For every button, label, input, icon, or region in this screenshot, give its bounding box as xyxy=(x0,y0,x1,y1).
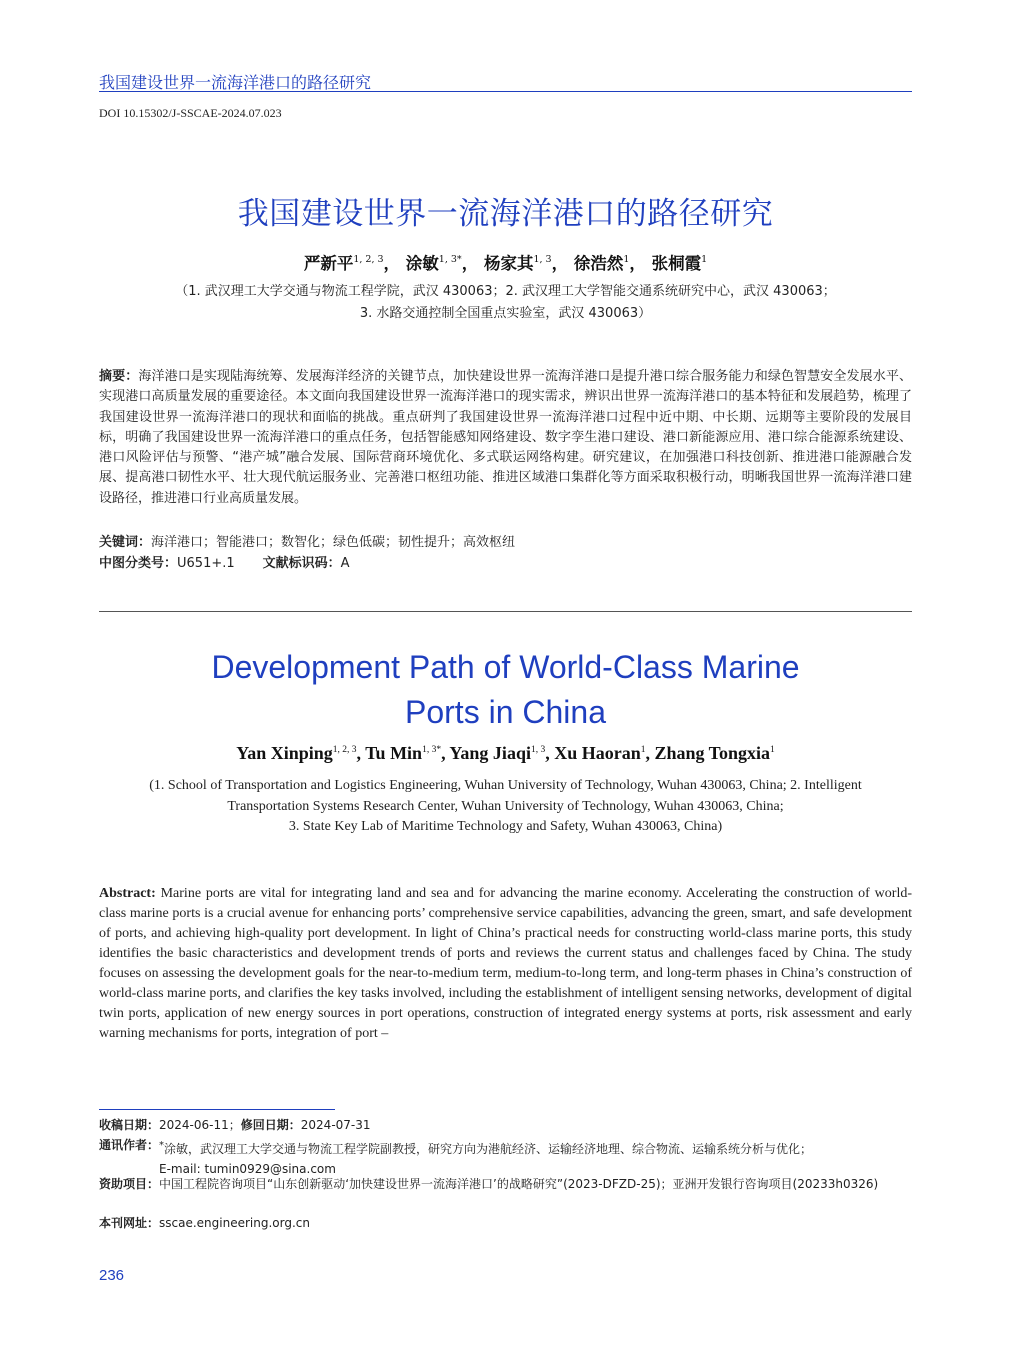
abstract-label: 摘要： xyxy=(99,369,139,384)
corresponding-label: 通讯作者： xyxy=(99,1138,160,1152)
author-affil-sup: 1, 2, 3 xyxy=(332,745,357,755)
author-affil-sup: 1, 3 xyxy=(530,745,546,755)
keywords-label: 关键词： xyxy=(99,535,152,550)
doi[interactable]: DOI 10.15302/J-SSCAE-2024.07.023 xyxy=(99,106,282,120)
author-affil-sup: 1 xyxy=(640,745,646,755)
footnote-divider xyxy=(99,1109,335,1110)
footnote-dates xyxy=(99,1116,912,1136)
received-label: 收稿日期： xyxy=(99,1118,160,1132)
author-separator: ， xyxy=(461,254,479,273)
running-header: 我国建设世界一流海洋港口的路径研究 xyxy=(99,73,372,92)
doc-code-value: A xyxy=(340,556,350,571)
author-name: Xu Haoran xyxy=(554,743,641,763)
chinese-keywords xyxy=(99,532,912,553)
author-separator: ， xyxy=(629,254,646,273)
abstract-text: 海洋港口是实现陆海统筹、发展海洋经济的关键节点，加快建设世界一流海洋港口是提升港口综合服务能力和绿色智慧安全发展水平、实现港口高质量发展的重要途径。本文面向我国建设世界一流海洋港口的现实需求，辨识出世界一流海洋港口的基本特征和发展趋势，梳理了我国建设世界一流海洋港口的现状和面临的挑战。重点研判了我国建设世界一流海洋港口过程中近中期、中长期、远期等主要阶段的发展目标，明确了我国建设世界一流海洋港口的重点任务，包括智能感知网络建设、数字孪生港口建设、港口新能源应用、港口综合能源系统建设、港口风险评估与预警、“港产城”融合发展、国际营商环境优化、多式联运网络构建。研究建议，在加强港口科技创新、推进港口能源融合发展、提高港口韧性水平、壮大现代航运服务业、完善港口枢纽功能、推进区域港口集群化等方面采取积极行动，明晰我国世界一流海洋港口建设路径，推进港口行业高质量发展。 xyxy=(99,369,912,506)
author-name: 涂敏 xyxy=(405,254,439,273)
author-name: 张桐霞 xyxy=(651,254,702,273)
affiliation-line: 3. State Key Lab of Maritime Technology and Safety, Wuhan 430063, China) xyxy=(288,819,723,834)
author-affil-sup: 1, 3* xyxy=(438,254,462,265)
english-affiliations xyxy=(99,776,912,838)
affiliation-line: （1. 武汉理工大学交通与物流工程学院，武汉 430063；2. 武汉理工大学智能交通系统研究中心，武汉 430063； xyxy=(175,284,836,299)
author-separator: ， xyxy=(383,254,401,273)
page-number: 236 xyxy=(99,1267,125,1284)
footnote-funding xyxy=(99,1175,912,1195)
author-name: Yang Jiaqi xyxy=(449,743,531,763)
website-link[interactable]: sscae.engineering.org.cn xyxy=(159,1216,310,1230)
author-name: Tu Min xyxy=(365,743,423,763)
affiliation-line: Transportation Systems Research Center, Wuhan University of Technology, Wuhan 430063, China; xyxy=(227,798,784,814)
chinese-title: 我国建设世界一流海洋港口的路径研究 xyxy=(237,196,774,232)
author-affil-sup: 1 xyxy=(623,254,630,265)
header-divider xyxy=(99,91,912,92)
english-title xyxy=(99,645,912,735)
english-abstract xyxy=(99,884,912,1044)
footnote-website xyxy=(99,1214,912,1234)
chinese-authors xyxy=(99,250,912,274)
chinese-abstract xyxy=(99,367,912,509)
corresponding-text: 涂敏，武汉理工大学交通与物流工程学院副教授，研究方向为港航经济、运输经济地理、综合物流、运输系统分析与优化； xyxy=(164,1142,813,1156)
funding-label: 资助项目： xyxy=(99,1177,160,1191)
revised-label: 修回日期： xyxy=(240,1118,301,1132)
english-title-line: Development Path of World-Class Marine xyxy=(211,649,800,685)
author-affil-sup: 1, 3 xyxy=(533,254,552,265)
author-affil-sup: 1, 2, 3 xyxy=(353,254,384,265)
author-name: 严新平 xyxy=(303,254,354,273)
author-separator: , xyxy=(356,743,366,763)
corresponding-sup: * xyxy=(159,1140,165,1151)
author-name: Zhang Tongxia xyxy=(654,743,771,763)
author-affil-sup: 1, 3* xyxy=(422,745,442,755)
affiliation-line: (1. School of Transportation and Logistics Engineering, Wuhan University of Technology, Wuhan 430063, China; 2. Intelligent xyxy=(149,778,862,793)
abstract-label: Abstract: xyxy=(99,886,156,901)
author-separator: , xyxy=(645,743,655,763)
footnote-corresponding xyxy=(99,1136,912,1179)
author-affil-sup: 1 xyxy=(701,254,708,265)
website-label: 本刊网址： xyxy=(99,1216,160,1230)
clc-label: 中图分类号： xyxy=(99,556,178,571)
author-name: Yan Xinping xyxy=(236,743,333,763)
corresponding-email[interactable]: E-mail: tumin0929@sina.com xyxy=(159,1161,336,1176)
classification-line xyxy=(99,553,912,574)
abstract-text: Marine ports are vital for integrating land and sea and for advancing the marine economy. Accelerating the construction of world-class marine ports is a crucial avenue for enhancing ports’ comprehensive service capabilities, advancing the green, smart, and safe development of ports, and achieving high-quality port development. In light of China’s practical needs for constructing world-class marine ports, this study identifies the basic characteristics and development trends of ports and reviews the current status and challenges faced by China. The study focuses on assessing the development goals for the near-to-medium term, medium-to-long term, and long-term phases in China’s construction of world-class marine ports, and clarifies the key tasks involved, including the establishment of intelligent sensing networks, development of digital twin ports, application of new energy sources in port operations, construction of integrated energy systems at ports, risk assessment and early warning mechanisms for ports, integration of port – xyxy=(99,886,912,1041)
author-separator: , xyxy=(441,743,450,763)
clc-value: U651+.1 xyxy=(177,556,235,571)
received-value: 2024-06-11； xyxy=(159,1118,241,1132)
author-affil-sup: 1 xyxy=(770,745,775,755)
english-title-line: Ports in China xyxy=(405,694,606,730)
section-divider xyxy=(99,611,912,612)
author-separator: , xyxy=(545,743,555,763)
keywords-text: 海洋港口；智能港口；数智化；绿色低碳；韧性提升；高效枢纽 xyxy=(151,535,516,550)
affiliation-line: 3. 水路交通控制全国重点实验室，武汉 430063） xyxy=(359,306,652,321)
funding-text: 中国工程院咨询项目“山东创新驱动‘加快建设世界一流海洋港口’的战略研究”(2023-DFZD-25)；亚洲开发银行咨询项目(20233h0326) xyxy=(159,1177,879,1191)
english-authors xyxy=(99,743,912,764)
author-separator: ， xyxy=(551,254,569,273)
author-name: 徐浩然 xyxy=(573,254,624,273)
doc-code-label: 文献标识码： xyxy=(262,556,341,571)
author-name: 杨家其 xyxy=(483,254,534,273)
revised-value: 2024-07-31 xyxy=(300,1118,371,1132)
chinese-affiliations xyxy=(99,281,912,325)
